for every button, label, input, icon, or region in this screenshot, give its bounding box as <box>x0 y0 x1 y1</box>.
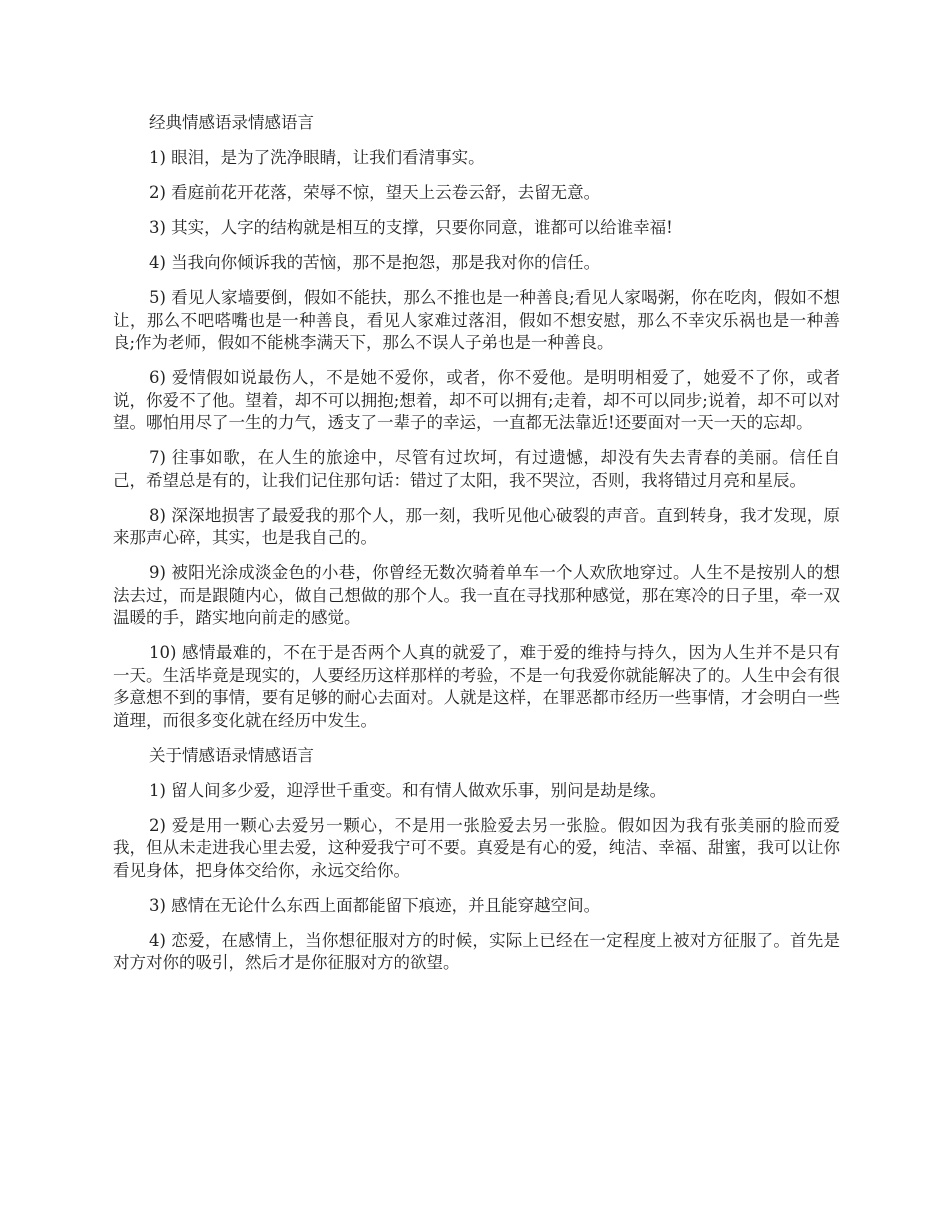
document-body <box>113 112 840 987</box>
quote-paragraph: 10) 感情最难的，不在于是否两个人真的就爱了，难于爱的维持与持久，因为人生并不是只有一天。生活毕竟是现实的，人要经历这样那样的考验，不是一句我爱你就能解决了的。人生中会有很多意想不到的事情，要有足够的耐心去面对。人就是这样，在罪恶都市经历一些事情，才会明白一些道理，而很多变化就在经历中发生。 <box>113 643 840 730</box>
quote-paragraph: 6) 爱情假如说最伤人，不是她不爱你，或者，你不爱他。是明明相爱了，她爱不了你，或者说，你爱不了他。望着，却不可以拥抱;想着，却不可以拥有;走着，却不可以同步;说着，却不可以对望。哪怕用尽了一生的力气，透支了一辈子的幸运，一直都无法靠近!还要面对一天一天的忘却。 <box>113 368 840 432</box>
quote-paragraph: 1) 留人间多少爱，迎浮世千重变。和有情人做欢乐事，别问是劫是缘。 <box>149 780 667 800</box>
quote-paragraph: 1) 眼泪，是为了洗净眼睛，让我们看清事实。 <box>149 148 485 167</box>
quote-paragraph: 4) 当我向你倾诉我的苦恼，那不是抱怨，那是我对你的信任。 <box>149 253 601 272</box>
quote-paragraph: 9) 被阳光涂成淡金色的小巷，你曾经无数次骑着单车一个人欢欣地穿过。人生不是按别人的想法去过，而是跟随内心，做自己想做的那个人。我一直在寻找那种感觉，那在寒冷的日子里，牵一双温暖的手，踏实地向前走的感觉。 <box>113 563 840 627</box>
quote-paragraph: 5) 看见人家墙要倒，假如不能扶，那么不推也是一种善良;看见人家喝粥，你在吃肉，假如不想让，那么不吧嗒嘴也是一种善良，看见人家难过落泪，假如不想安慰，那么不幸灾乐祸也是一种善良;作为老师，假如不能桃李满天下，那么不误人子弟也是一种善良。 <box>113 288 840 352</box>
quote-paragraph: 3) 其实，人字的结构就是相互的支撑，只要你同意，谁都可以给谁幸福! <box>149 218 673 237</box>
section-heading: 关于情感语录情感语言 <box>149 745 314 765</box>
quote-paragraph: 7) 往事如歌，在人生的旅途中，尽管有过坎坷，有过遗憾，却没有失去青春的美丽。信任自己，希望总是有的，让我们记住那句话：错过了太阳，我不哭泣，否则，我将错过月亮和星辰。 <box>113 448 840 490</box>
quote-paragraph: 2) 看庭前花开花落，荣辱不惊，望天上云卷云舒，去留无意。 <box>149 183 601 202</box>
section-heading: 经典情感语录情感语言 <box>149 113 314 132</box>
quote-paragraph: 2) 爱是用一颗心去爱另一颗心，不是用一张脸爱去另一张脸。假如因为我有张美丽的脸而爱我，但从未走进我心里去爱，这种爱我宁可不要。真爱是有心的爱，纯洁、幸福、甜蜜，我可以让你看见身体，把身体交给你，永远交给你。 <box>113 815 840 880</box>
quote-paragraph: 4) 恋爱，在感情上，当你想征服对方的时候，实际上已经在一定程度上被对方征服了。首先是对方对你的吸引，然后才是你征服对方的欲望。 <box>113 930 840 972</box>
quote-paragraph: 8) 深深地损害了最爱我的那个人，那一刻，我听见他心破裂的声音。直到转身，我才发现，原来那声心碎，其实，也是我自己的。 <box>113 505 840 547</box>
quote-paragraph: 3) 感情在无论什么东西上面都能留下痕迹，并且能穿越空间。 <box>149 895 601 915</box>
